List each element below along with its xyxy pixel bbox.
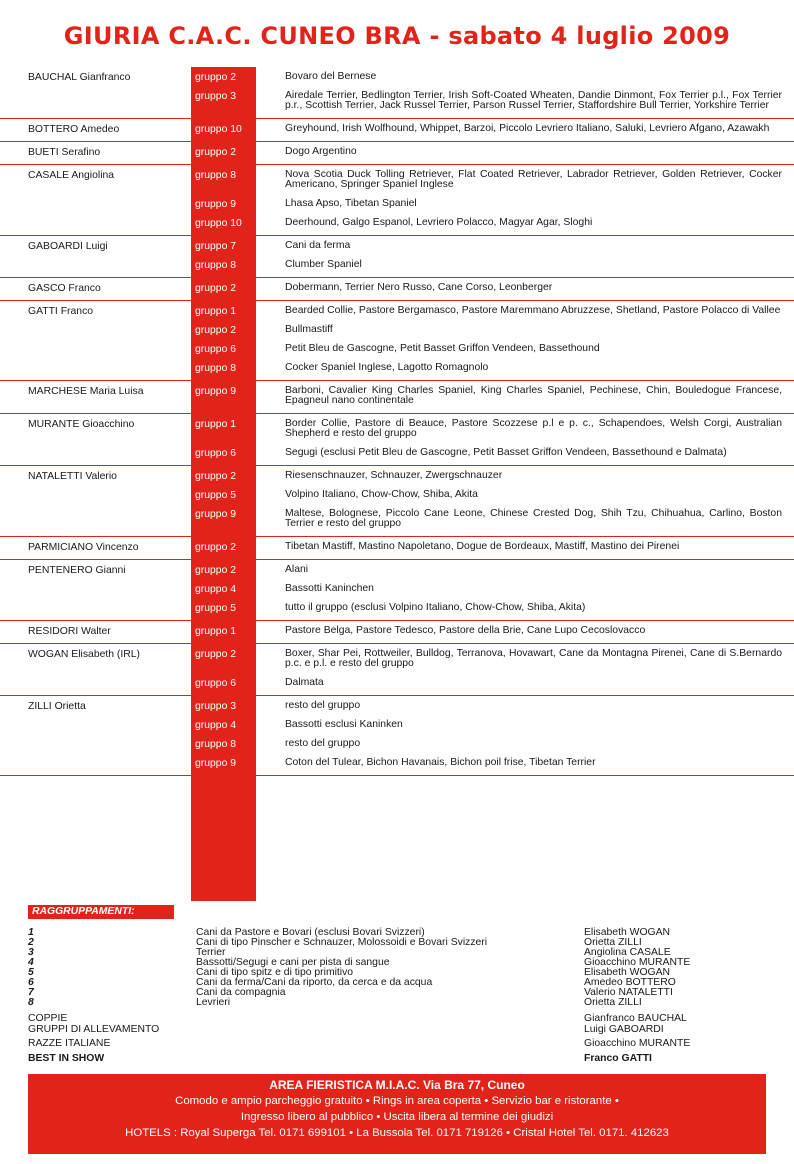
special-row bbox=[28, 1039, 768, 1050]
raggruppamento-row bbox=[28, 998, 768, 1008]
raggruppamento-number: 2 bbox=[28, 937, 34, 948]
group-label: gruppo 1 bbox=[195, 306, 237, 317]
judge-name: BUETI Serafino bbox=[28, 147, 101, 158]
judge-name: WOGAN Elisabeth (IRL) bbox=[28, 649, 141, 660]
judge-row bbox=[0, 414, 794, 443]
judge-row bbox=[0, 320, 794, 339]
judge-block bbox=[0, 165, 794, 236]
raggruppamento-number: 5 bbox=[28, 967, 34, 978]
judge-row bbox=[0, 339, 794, 358]
judge-row bbox=[0, 579, 794, 598]
special-judge: Gianfranco BAUCHAL bbox=[584, 1013, 687, 1024]
breed-list: Greyhound, Irish Wolfhound, Whippet, Barzoi, Piccolo Levriero Italiano, Saluki, Levriero Afgano, Azawakh bbox=[285, 123, 770, 134]
judge-name bbox=[0, 579, 191, 584]
raggruppamento-number: 7 bbox=[28, 987, 34, 998]
judge-row bbox=[0, 466, 794, 485]
judge-row bbox=[0, 696, 794, 715]
group-label: gruppo 2 bbox=[195, 565, 237, 576]
breed-list: Dogo Argentino bbox=[285, 146, 357, 157]
raggruppamenti-label: RAGGRUPPAMENTI: bbox=[28, 905, 174, 919]
breed-list: Barboni, Cavalier King Charles Spaniel, King Charles Spaniel, Pechinese, Chin, Bouledogue Francese, Epagneul nano continentale bbox=[285, 385, 782, 406]
judge-row bbox=[0, 715, 794, 734]
breed-list: Bearded Collie, Pastore Bergamasco, Pastore Maremmano Abruzzese, Shetland, Pastore Polacco di Vallee bbox=[285, 305, 781, 316]
breed-list: Nova Scotia Duck Tolling Retriever, Flat Coated Retriever, Labrador Retriever, Golden Retriever, Cocker Americano, Springer Spaniel Inglese bbox=[285, 169, 782, 190]
breed-list: Alani bbox=[285, 564, 309, 575]
breed-list: Pastore Belga, Pastore Tedesco, Pastore della Brie, Cane Lupo Cecoslovacco bbox=[285, 625, 646, 636]
raggruppamento-number: 4 bbox=[28, 957, 34, 968]
judge-name bbox=[0, 598, 191, 603]
judge-block bbox=[0, 621, 794, 644]
judge-name: MURANTE Gioacchino bbox=[28, 419, 135, 430]
breed-list: Border Collie, Pastore di Beauce, Pastore Scozzese p.l e p. c., Schapendoes, Welsh Corgi, Australian Shepherd e resto del gruppo bbox=[285, 418, 782, 439]
judge-name: RESIDORI Walter bbox=[28, 626, 111, 637]
group-label: gruppo 8 bbox=[195, 739, 237, 750]
judge-name bbox=[0, 673, 191, 678]
group-label: gruppo 8 bbox=[195, 170, 237, 181]
special-category: GRUPPI DI ALLEVAMENTO bbox=[28, 1023, 160, 1035]
breed-list: Segugi (esclusi Petit Bleu de Gascogne, Petit Basset Griffon Vendeen, Bassethound e Dalmata) bbox=[285, 447, 727, 458]
breed-list: Airedale Terrier, Bedlington Terrier, Irish Soft-Coated Wheaten, Dandie Dinmont, Fox Terrier p.l., Fox Terrier p.r., Scottish Terrier, Jack Russel Terrier, Parson Russel Terrier, Staffordshire Bull Terrier, Yorkshire Terrier bbox=[285, 90, 782, 111]
breed-list: Dalmata bbox=[285, 677, 324, 688]
judge-row bbox=[0, 644, 794, 673]
group-label: gruppo 1 bbox=[195, 419, 237, 430]
footer-title: AREA FIERISTICA M.I.A.C. Via Bra 77, Cuneo bbox=[269, 1078, 525, 1092]
raggruppamento-judge: Elisabeth WOGAN bbox=[584, 927, 671, 938]
judge-name bbox=[0, 485, 191, 490]
raggruppamento-description: Cani di tipo spitz e di tipo primitivo bbox=[196, 967, 354, 978]
group-label: gruppo 2 bbox=[195, 72, 237, 83]
judge-row bbox=[0, 142, 794, 164]
judges-table bbox=[0, 67, 794, 776]
judge-block bbox=[0, 466, 794, 537]
judge-name: BOTTERO Amedeo bbox=[28, 124, 120, 135]
breed-list: resto del gruppo bbox=[285, 738, 361, 749]
judge-name bbox=[0, 320, 191, 325]
judge-row bbox=[0, 165, 794, 194]
raggruppamento-judge: Elisabeth WOGAN bbox=[584, 967, 671, 978]
judge-row bbox=[0, 673, 794, 695]
group-label: gruppo 2 bbox=[195, 283, 237, 294]
judge-name: PENTENERO Gianni bbox=[28, 565, 126, 576]
breed-list: Deerhound, Galgo Espanol, Levriero Polacco, Magyar Agar, Sloghi bbox=[285, 217, 593, 228]
judge-block bbox=[0, 67, 794, 119]
judge-block bbox=[0, 301, 794, 381]
judge-name bbox=[0, 86, 191, 91]
judge-row bbox=[0, 278, 794, 300]
special-row bbox=[28, 1014, 768, 1025]
breed-list: Bassotti Kaninchen bbox=[285, 583, 374, 594]
special-category: COPPIE bbox=[28, 1013, 68, 1024]
special-judge: Gioacchino MURANTE bbox=[584, 1038, 691, 1049]
group-label: gruppo 2 bbox=[195, 471, 237, 482]
raggruppamento-description: Levrieri bbox=[196, 997, 231, 1008]
judge-block bbox=[0, 644, 794, 696]
group-label: gruppo 9 bbox=[195, 386, 237, 397]
judge-row bbox=[0, 537, 794, 559]
judge-name: NATALETTI Valerio bbox=[28, 471, 117, 482]
group-label: gruppo 9 bbox=[195, 199, 237, 210]
raggruppamento-number: 8 bbox=[28, 997, 34, 1008]
group-label: gruppo 2 bbox=[195, 649, 237, 660]
judge-name bbox=[0, 213, 191, 218]
breed-list: Dobermann, Terrier Nero Russo, Cane Corso, Leonberger bbox=[285, 282, 553, 293]
judge-row bbox=[0, 485, 794, 504]
group-label: gruppo 5 bbox=[195, 490, 237, 501]
raggruppamento-number: 1 bbox=[28, 927, 34, 938]
judge-row bbox=[0, 504, 794, 536]
group-label: gruppo 8 bbox=[195, 260, 237, 271]
group-label: gruppo 5 bbox=[195, 603, 237, 614]
judge-row bbox=[0, 560, 794, 579]
breed-list: Bullmastiff bbox=[285, 324, 333, 335]
judge-row bbox=[0, 119, 794, 141]
group-label: gruppo 8 bbox=[195, 363, 237, 374]
judge-row bbox=[0, 255, 794, 277]
group-label: gruppo 4 bbox=[195, 584, 237, 595]
breed-list: Tibetan Mastiff, Mastino Napoletano, Dogue de Bordeaux, Mastiff, Mastino dei Pirenei bbox=[285, 541, 680, 552]
judge-block bbox=[0, 381, 794, 414]
breed-list: Volpino Italiano, Chow-Chow, Shiba, Akita bbox=[285, 489, 478, 500]
judge-row bbox=[0, 213, 794, 235]
judge-name: BAUCHAL Gianfranco bbox=[28, 72, 131, 83]
breed-list: Petit Bleu de Gascogne, Petit Basset Griffon Vendeen, Bassethound bbox=[285, 343, 600, 354]
footer-line: Comodo e ampio parcheggio gratuito • Rings in area coperta • Servizio bar e ristorante • bbox=[175, 1095, 619, 1107]
group-label: gruppo 6 bbox=[195, 678, 237, 689]
breed-list: Lhasa Apso, Tibetan Spaniel bbox=[285, 198, 417, 209]
special-category: BEST IN SHOW bbox=[28, 1052, 105, 1064]
judge-row bbox=[0, 598, 794, 620]
breed-list: Cocker Spaniel Inglese, Lagotto Romagnolo bbox=[285, 362, 489, 373]
judge-name: GASCO Franco bbox=[28, 283, 101, 294]
raggruppamento-description: Bassotti/Segugi e cani per pista di sangue bbox=[196, 957, 390, 968]
breed-list: resto del gruppo bbox=[285, 700, 361, 711]
judge-name bbox=[0, 358, 191, 363]
group-label: gruppo 10 bbox=[195, 218, 242, 229]
special-row bbox=[28, 1054, 768, 1065]
group-label: gruppo 10 bbox=[195, 124, 242, 135]
judge-name bbox=[0, 753, 191, 758]
group-label: gruppo 9 bbox=[195, 758, 237, 769]
group-label: gruppo 3 bbox=[195, 91, 237, 102]
judge-block bbox=[0, 414, 794, 466]
group-label: gruppo 1 bbox=[195, 626, 237, 637]
breed-list: Bassotti esclusi Kaninken bbox=[285, 719, 403, 730]
judge-name bbox=[0, 504, 191, 509]
raggruppamento-row bbox=[28, 988, 768, 998]
special-judge: Franco GATTI bbox=[584, 1052, 652, 1064]
breed-list: Cani da ferma bbox=[285, 240, 351, 251]
raggruppamento-description: Cani da compagnia bbox=[196, 987, 286, 998]
judge-block bbox=[0, 278, 794, 301]
judge-name bbox=[0, 734, 191, 739]
group-label: gruppo 3 bbox=[195, 701, 237, 712]
raggruppamento-judge: Amedeo BOTTERO bbox=[584, 977, 676, 988]
judge-name: ZILLI Orietta bbox=[28, 701, 86, 712]
judge-row bbox=[0, 443, 794, 465]
raggruppamento-judge: Angiolina CASALE bbox=[584, 947, 671, 958]
judge-name: GATTI Franco bbox=[28, 306, 94, 317]
raggruppamento-description: Cani da Pastore e Bovari (esclusi Bovari Svizzeri) bbox=[196, 927, 425, 938]
group-label: gruppo 6 bbox=[195, 344, 237, 355]
special-judges-list bbox=[28, 1014, 768, 1064]
raggruppamenti-list bbox=[28, 928, 768, 1008]
raggruppamento-judge: Gioacchino MURANTE bbox=[584, 957, 691, 968]
judge-row bbox=[0, 67, 794, 86]
breed-list: Bovaro del Bernese bbox=[285, 71, 377, 82]
judge-row bbox=[0, 236, 794, 255]
raggruppamento-description: Cani da ferma/Cani da riporto, da cerca e da acqua bbox=[196, 977, 433, 988]
judge-block bbox=[0, 560, 794, 621]
breed-list: Clumber Spaniel bbox=[285, 259, 362, 270]
breed-list: Maltese, Bolognese, Piccolo Cane Leone, Chinese Crested Dog, Shih Tzu, Chihuahua, Carlino, Boston Terrier e resto del gruppo bbox=[285, 508, 782, 529]
raggruppamento-judge: Orietta ZILLI bbox=[584, 937, 642, 948]
breed-list: Riesenschnauzer, Schnauzer, Zwergschnauzer bbox=[285, 470, 503, 481]
judge-name bbox=[0, 339, 191, 344]
judge-name bbox=[0, 715, 191, 720]
judge-block bbox=[0, 537, 794, 560]
raggruppamento-description: Cani di tipo Pinscher e Schnauzer, Molossoidi e Bovari Svizzeri bbox=[196, 937, 488, 948]
group-label: gruppo 2 bbox=[195, 542, 237, 553]
judge-name: PARMICIANO Vincenzo bbox=[28, 542, 139, 553]
judge-name bbox=[0, 443, 191, 448]
footer-info bbox=[28, 1074, 766, 1154]
group-label: gruppo 7 bbox=[195, 241, 237, 252]
judge-block bbox=[0, 142, 794, 165]
judge-row bbox=[0, 381, 794, 413]
judge-row bbox=[0, 621, 794, 643]
breed-list: tutto il gruppo (esclusi Volpino Italiano, Chow-Chow, Shiba, Akita) bbox=[285, 602, 586, 613]
judge-name bbox=[0, 255, 191, 260]
special-row bbox=[28, 1025, 768, 1036]
raggruppamento-judge: Orietta ZILLI bbox=[584, 997, 642, 1008]
judge-row bbox=[0, 194, 794, 213]
judge-name bbox=[0, 194, 191, 199]
breed-list: Coton del Tulear, Bichon Havanais, Bichon poil frise, Tibetan Terrier bbox=[285, 757, 596, 768]
group-label: gruppo 2 bbox=[195, 325, 237, 336]
special-category: RAZZE ITALIANE bbox=[28, 1038, 111, 1049]
breed-list: Boxer, Shar Pei, Rottweiler, Bulldog, Terranova, Hovawart, Cane da Montagna Pirenei, Cane di S.Bernardo p.c. e p.l. e resto del gruppo bbox=[285, 648, 782, 669]
group-label: gruppo 6 bbox=[195, 448, 237, 459]
judge-row bbox=[0, 734, 794, 753]
judge-block bbox=[0, 696, 794, 776]
group-label: gruppo 2 bbox=[195, 147, 237, 158]
special-judge: Luigi GABOARDI bbox=[584, 1023, 664, 1035]
judge-name: CASALE Angiolina bbox=[28, 170, 115, 181]
footer-line: Ingresso libero al pubblico • Uscita libera al termine dei giudizi bbox=[240, 1111, 554, 1123]
raggruppamento-number: 6 bbox=[28, 977, 34, 988]
judge-row bbox=[0, 86, 794, 118]
judge-row bbox=[0, 753, 794, 775]
judge-row bbox=[0, 358, 794, 380]
footer-line: HOTELS : Royal Superga Tel. 0171 699101 • La Bussola Tel. 0171 719126 • Cristal Hotel Tel. 0171. 412623 bbox=[125, 1127, 669, 1139]
raggruppamento-description: Terrier bbox=[196, 947, 226, 958]
raggruppamento-judge: Valerio NATALETTI bbox=[584, 987, 673, 998]
page-title: GIURIA C.A.C. CUNEO BRA - sabato 4 luglio 2009 bbox=[63, 22, 731, 50]
judge-block bbox=[0, 119, 794, 142]
judge-row bbox=[0, 301, 794, 320]
raggruppamento-number: 3 bbox=[28, 947, 34, 958]
group-label: gruppo 9 bbox=[195, 509, 237, 520]
judge-name: MARCHESE Maria Luisa bbox=[28, 386, 144, 397]
group-label: gruppo 4 bbox=[195, 720, 237, 731]
judge-block bbox=[0, 236, 794, 278]
judge-name: GABOARDI Luigi bbox=[28, 241, 108, 252]
